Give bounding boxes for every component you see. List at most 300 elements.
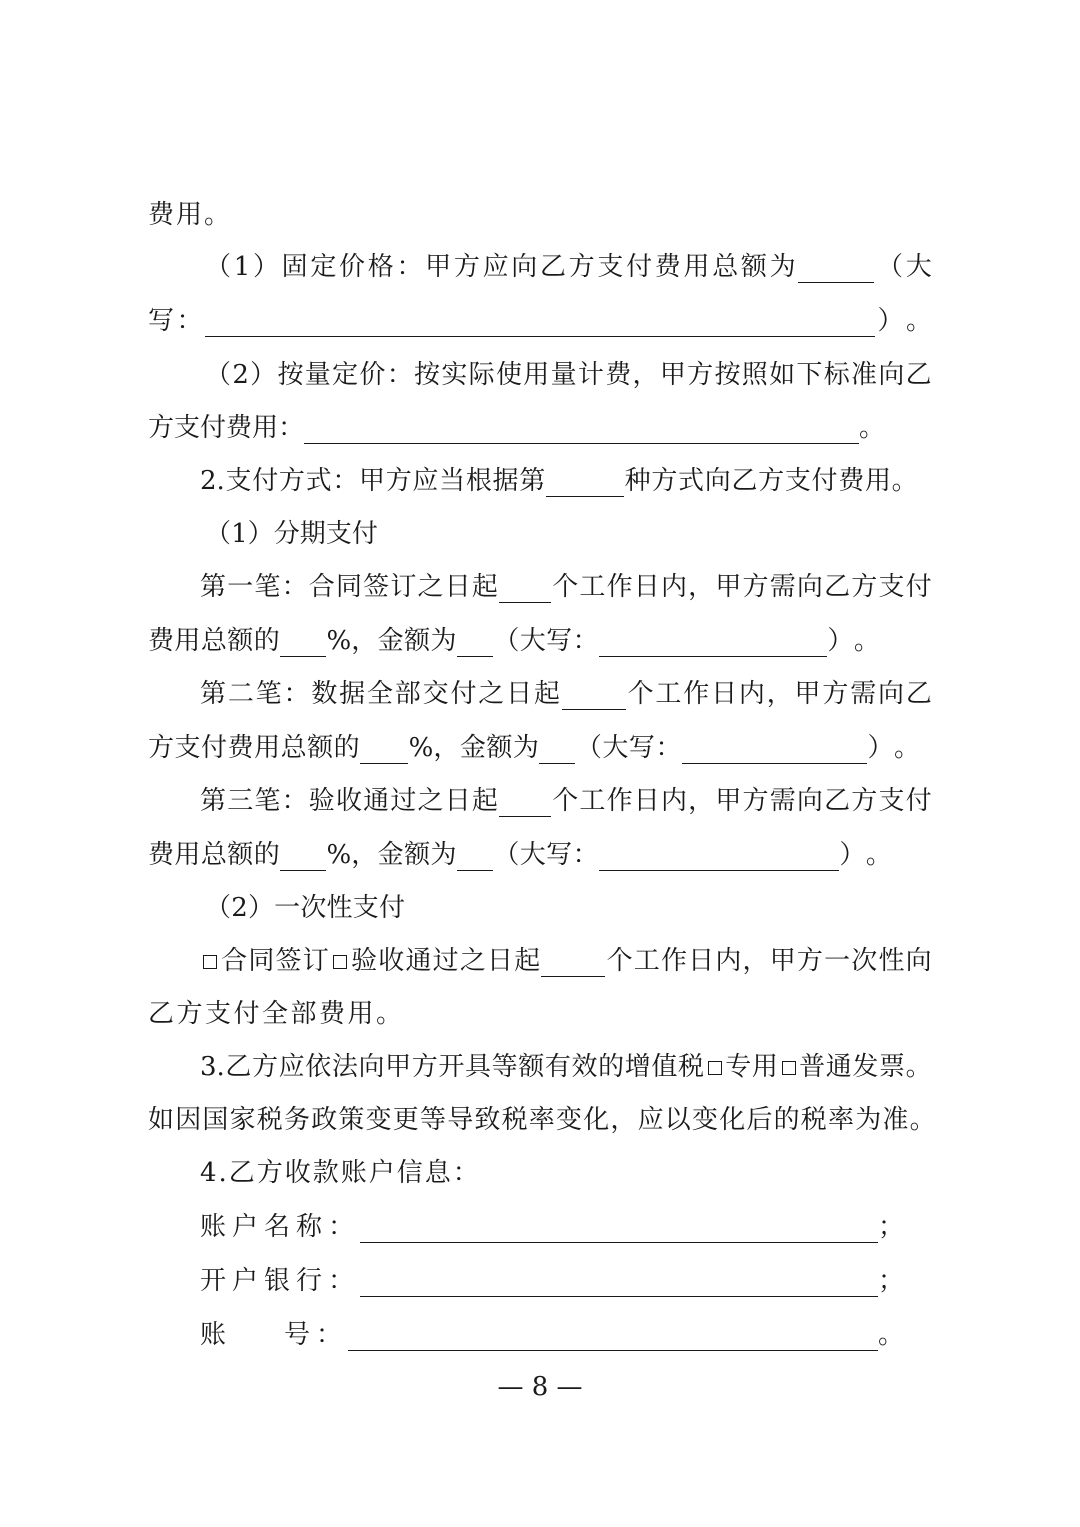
text-token: 应 [412, 466, 439, 496]
text-token: ） [247, 893, 274, 923]
text-token: 支 [225, 466, 252, 496]
text-token: 起 [533, 679, 560, 709]
text-token: ） [839, 840, 866, 870]
text-line [205, 888, 405, 928]
text-token: 通 [825, 1052, 852, 1082]
text-token: 据 [492, 466, 519, 496]
text-token: 额 [518, 1052, 545, 1082]
text-token: 应 [278, 1052, 305, 1082]
fill-in-blank [457, 840, 493, 871]
text-token: 起 [471, 572, 498, 602]
text-line [200, 781, 932, 821]
text-token: 作 [606, 786, 633, 816]
text-token: 费 [148, 626, 175, 656]
text-token: 大 [602, 733, 629, 763]
text-token: 甲 [425, 252, 452, 282]
text-token: ， [742, 946, 769, 976]
text-token: 。 [877, 1320, 904, 1350]
text-token: 付 [201, 733, 228, 763]
text-token: 方 [385, 466, 412, 496]
text-token: （ [493, 840, 520, 870]
text-token: 期 [299, 519, 326, 549]
text-token: 种 [624, 466, 651, 496]
text-token: 费 [838, 466, 865, 496]
text-token: 合 [308, 572, 335, 602]
text-token: 支 [597, 252, 624, 282]
text-token: 的 [253, 840, 280, 870]
fill-in-blank [280, 840, 326, 871]
text-token: %， [408, 733, 460, 763]
text-token: 价 [339, 252, 366, 282]
text-token: 写 [546, 626, 573, 656]
text-token: 依 [305, 1052, 332, 1082]
text-token: 通 [405, 946, 432, 976]
fill-in-blank [280, 626, 326, 657]
text-token: 次 [851, 946, 878, 976]
text-token: 甲 [385, 1052, 412, 1082]
text-token: 总 [712, 252, 739, 282]
checkbox-icon [782, 1061, 796, 1075]
text-token: %， [326, 840, 378, 870]
text-token: ： [572, 840, 599, 870]
text-token: 乙 [539, 252, 566, 282]
text-token: 用 [864, 466, 891, 496]
text-token: 量 [304, 360, 331, 390]
text-token: 作 [683, 679, 710, 709]
text-token: 费 [605, 360, 632, 390]
text-token: 写 [148, 306, 175, 336]
text-token: 定 [332, 360, 359, 390]
text-token: 之 [459, 946, 486, 976]
text-token: 付 [905, 786, 932, 816]
text-token: 费 [227, 733, 254, 763]
text-token: 笔 [254, 572, 281, 602]
text-token: 量 [550, 360, 577, 390]
text-token: 为 [512, 733, 539, 763]
fill-in-blank [599, 626, 827, 657]
text-token: 总 [200, 840, 227, 870]
text-token: 一 [824, 946, 851, 976]
text-token: 过 [432, 946, 459, 976]
text-token: 名 [264, 1212, 291, 1242]
text-token: 第 [200, 572, 227, 602]
fill-in-blank [348, 1320, 878, 1351]
text-token: 个 [627, 679, 654, 709]
text-token: 甲 [659, 360, 686, 390]
text-token: 甲 [715, 786, 742, 816]
text-token: 下 [796, 360, 823, 390]
text-token: ， [766, 679, 793, 709]
text-token: 大 [519, 626, 546, 656]
text-token: 2 [232, 360, 249, 390]
fill-in-blank [798, 252, 874, 283]
text-token: 金 [377, 840, 404, 870]
text-token: 用 [254, 733, 281, 763]
text-line: 如因国家税务政策变更等导致税率变化，应以变化后的税率为准。 [148, 1105, 937, 1135]
text-token: 乙 [824, 786, 851, 816]
text-token: 验 [351, 946, 378, 976]
text-token: 按 [414, 360, 441, 390]
text-token: 日 [487, 946, 514, 976]
text-token: 用 [683, 252, 710, 282]
text-token: 2 [231, 893, 248, 923]
text-token: 付 [626, 252, 653, 282]
text-token: 乙 [824, 572, 851, 602]
text-token: 支 [784, 466, 811, 496]
text-token: 签 [363, 572, 390, 602]
text-token: 当 [439, 466, 466, 496]
text-token: 为 [430, 840, 457, 870]
text-token: 方 [742, 786, 769, 816]
text-token: 。 [905, 306, 932, 336]
text-token: 。 [865, 840, 892, 870]
text-token: ： [281, 786, 308, 816]
checkbox-icon [333, 955, 347, 969]
text-token: 1 [233, 252, 251, 282]
text-token: 。 [859, 413, 886, 443]
text-line [148, 408, 885, 448]
text-token: 内 [660, 786, 687, 816]
text-token: 大 [905, 252, 932, 282]
text-token: 起 [514, 946, 541, 976]
text-token: 定 [310, 252, 337, 282]
text-token: 订 [390, 572, 417, 602]
text-token: 收 [378, 946, 405, 976]
text-token: 分 [273, 519, 300, 549]
text-token: 个 [606, 946, 633, 976]
text-token: 方 [148, 413, 175, 443]
text-token: 大 [519, 840, 546, 870]
text-token: 的 [333, 733, 360, 763]
text-token: 作 [660, 946, 687, 976]
text-token: 全 [366, 679, 393, 709]
text-token: 的 [253, 626, 280, 656]
text-token: 需 [769, 572, 796, 602]
text-token: 日 [444, 786, 471, 816]
text-token: 开 [200, 1266, 227, 1296]
text-token: 额 [227, 840, 254, 870]
text-token: ： [655, 733, 682, 763]
text-token: 向 [796, 786, 823, 816]
text-line [200, 1207, 910, 1247]
text-token: 金 [459, 733, 486, 763]
text-token: 号 [284, 1320, 311, 1350]
text-token: ： [572, 626, 599, 656]
fill-in-blank [599, 840, 839, 871]
text-token: 部 [394, 679, 421, 709]
text-token: ） [827, 626, 854, 656]
text-token: 实 [441, 360, 468, 390]
text-token: 专 [725, 1052, 752, 1082]
fill-in-blank [682, 733, 867, 764]
text-token: 支 [174, 413, 201, 443]
fill-in-blank [499, 786, 551, 817]
fill-in-blank [304, 413, 859, 444]
text-token: 需 [850, 679, 877, 709]
text-token: 3. [200, 1052, 225, 1082]
text-token: 额 [307, 733, 334, 763]
text-line [205, 355, 932, 395]
text-token: 账 [200, 1320, 227, 1350]
text-token: 称 [296, 1212, 323, 1242]
text-token: 付 [200, 413, 227, 443]
text-token: 用 [252, 413, 279, 443]
text-token: ， [688, 572, 715, 602]
text-token: 方 [411, 1052, 438, 1082]
text-token: 格 [367, 252, 394, 282]
text-token: 价 [359, 360, 386, 390]
text-token: %， [326, 626, 378, 656]
text-token: 固 [281, 252, 308, 282]
text-token: 写 [546, 840, 573, 870]
text-token: 方 [278, 466, 305, 496]
text-token: 。 [905, 1052, 932, 1082]
fill-in-blank [360, 1212, 878, 1243]
text-token: 甲 [359, 466, 386, 496]
text-token: 日 [633, 572, 660, 602]
text-token: ； [877, 1212, 904, 1242]
text-token: 用 [174, 840, 201, 870]
text-token: 工 [579, 572, 606, 602]
text-token: 写 [628, 733, 655, 763]
text-token: 开 [438, 1052, 465, 1082]
text-token: 方 [252, 1052, 279, 1082]
text-token: 订 [302, 946, 329, 976]
text-token: 额 [404, 626, 431, 656]
text-token: 用 [751, 1052, 778, 1082]
text-token: 合 [221, 946, 248, 976]
text-token: 收 [335, 786, 362, 816]
text-token: 日 [688, 946, 715, 976]
text-token: 的 [598, 1052, 625, 1082]
text-token: 向 [704, 466, 731, 496]
text-token: 方 [742, 572, 769, 602]
text-token: ， [688, 786, 715, 816]
text-token: 方 [568, 252, 595, 282]
fill-in-blank [562, 679, 626, 710]
text-token: （ [205, 360, 232, 390]
text-token: ： [328, 1266, 355, 1296]
text-line [200, 941, 932, 981]
text-token: 第 [519, 466, 546, 496]
text-token: 向 [358, 1052, 385, 1082]
text-token: ： [386, 360, 413, 390]
text-token: 式 [305, 466, 332, 496]
text-token: 方 [687, 360, 714, 390]
text-token: ： [328, 1212, 355, 1242]
text-token: ： [283, 679, 310, 709]
text-token: 之 [478, 679, 505, 709]
text-token: 方 [822, 679, 849, 709]
text-token: ： [281, 572, 308, 602]
text-token: 支 [174, 733, 201, 763]
text-token: （ [493, 626, 520, 656]
text-token: 三 [227, 786, 254, 816]
text-token: 笔 [255, 679, 282, 709]
fill-in-blank [360, 733, 408, 764]
text-token: 一 [274, 893, 301, 923]
text-token: 应 [482, 252, 509, 282]
text-token: 额 [740, 252, 767, 282]
fill-in-blank [205, 306, 875, 337]
text-token: 向 [878, 679, 905, 709]
text-token: 乙 [905, 679, 932, 709]
text-token: 费 [148, 840, 175, 870]
text-token: 户 [232, 1266, 259, 1296]
text-line: 4.乙方收款账户信息： [200, 1158, 481, 1188]
text-line [200, 1047, 932, 1087]
text-line [200, 674, 932, 714]
text-token: 额 [227, 626, 254, 656]
text-token: ： [332, 466, 359, 496]
text-token: 二 [227, 679, 254, 709]
fill-in-blank [499, 572, 551, 603]
text-token: 为 [769, 252, 796, 282]
text-token: 方 [758, 466, 785, 496]
text-token: ） [250, 360, 277, 390]
text-token: 内 [715, 946, 742, 976]
text-token: 总 [280, 733, 307, 763]
text-token: 根 [465, 466, 492, 496]
text-token: 为 [430, 626, 457, 656]
text-token: 同 [248, 946, 275, 976]
text-token: 起 [471, 786, 498, 816]
text-line [148, 835, 892, 875]
text-token: 付 [811, 466, 838, 496]
text-token: （ [205, 893, 232, 923]
text-line [148, 301, 932, 341]
checkbox-icon [708, 1061, 722, 1075]
text-token: 用 [523, 360, 550, 390]
text-token: 性 [326, 893, 353, 923]
text-token: 交 [422, 679, 449, 709]
text-token: 同 [335, 572, 362, 602]
text-line: 费用。 [148, 200, 233, 230]
text-token: 验 [308, 786, 335, 816]
text-token: ） [877, 306, 904, 336]
text-token: 税 [678, 1052, 705, 1082]
text-token: 通 [363, 786, 390, 816]
text-token: ） [252, 252, 279, 282]
text-token: 工 [579, 786, 606, 816]
text-token: 法 [331, 1052, 358, 1082]
text-token: 计 [577, 360, 604, 390]
text-token: 第 [200, 679, 227, 709]
text-token: 使 [495, 360, 522, 390]
text-token: 性 [878, 946, 905, 976]
text-token: ， [632, 360, 659, 390]
text-token: ； [877, 1266, 904, 1296]
fill-in-blank [457, 626, 493, 657]
text-token: 支 [878, 572, 905, 602]
text-token: 数 [311, 679, 338, 709]
text-token: 发 [852, 1052, 879, 1082]
text-token: 日 [444, 572, 471, 602]
text-token: 有 [544, 1052, 571, 1082]
text-token: （ [205, 519, 232, 549]
text-token: ） [247, 519, 274, 549]
text-token: 之 [417, 572, 444, 602]
text-token: 需 [769, 786, 796, 816]
text-token: 费 [226, 413, 253, 443]
text-token: 支 [325, 519, 352, 549]
text-token: 过 [390, 786, 417, 816]
fill-in-blank [546, 466, 624, 497]
text-token: 签 [275, 946, 302, 976]
text-token: 费 [654, 252, 681, 282]
text-token: 方 [851, 572, 878, 602]
text-token: 付 [252, 466, 279, 496]
text-token: 日 [506, 679, 533, 709]
text-token: ： [278, 413, 305, 443]
text-token: 额 [486, 733, 513, 763]
text-token: ： [176, 306, 203, 336]
text-token: 。 [893, 733, 920, 763]
text-token: 方 [453, 252, 480, 282]
text-token: 如 [769, 360, 796, 390]
text-token: 2. [200, 466, 225, 496]
text-token: （ [876, 252, 903, 282]
text-token: 向 [796, 572, 823, 602]
text-token: 向 [511, 252, 538, 282]
text-token: 标 [823, 360, 850, 390]
text-token: 次 [300, 893, 327, 923]
text-token: 个 [552, 572, 579, 602]
text-line [200, 1261, 910, 1301]
text-token: 方 [651, 466, 678, 496]
text-token: 照 [741, 360, 768, 390]
page-number: — 8 — [497, 1372, 583, 1402]
text-token: ： [396, 252, 423, 282]
text-token: 向 [905, 946, 932, 976]
text-token: 银 [264, 1266, 291, 1296]
text-token: 乙 [225, 1052, 252, 1082]
text-token: ） [867, 733, 894, 763]
text-token: 增 [624, 1052, 651, 1082]
text-token: 等 [491, 1052, 518, 1082]
text-token: 付 [905, 572, 932, 602]
text-line [148, 728, 920, 768]
fill-in-blank [360, 1266, 878, 1297]
text-token: 笔 [254, 786, 281, 816]
text-token: 1 [231, 519, 248, 549]
text-token: 额 [404, 840, 431, 870]
text-token: 行 [296, 1266, 323, 1296]
text-token: 准 [851, 360, 878, 390]
text-token: 日 [711, 679, 738, 709]
text-token: 个 [552, 786, 579, 816]
text-token: （ [575, 733, 602, 763]
text-token: 第 [200, 786, 227, 816]
text-token: 日 [633, 786, 660, 816]
text-token: 支 [878, 786, 905, 816]
text-line [200, 567, 932, 607]
text-token: 内 [660, 572, 687, 602]
text-line [205, 514, 378, 554]
text-token: 用 [174, 626, 201, 656]
text-token: 付 [450, 679, 477, 709]
text-token: 付 [351, 519, 378, 549]
text-token: 方 [796, 946, 823, 976]
text-token: 普 [799, 1052, 826, 1082]
fill-in-blank [539, 733, 575, 764]
text-token: 作 [606, 572, 633, 602]
text-token: 甲 [769, 946, 796, 976]
text-token: 方 [851, 786, 878, 816]
text-line [205, 247, 932, 287]
text-token: 总 [200, 626, 227, 656]
text-token: 按 [277, 360, 304, 390]
